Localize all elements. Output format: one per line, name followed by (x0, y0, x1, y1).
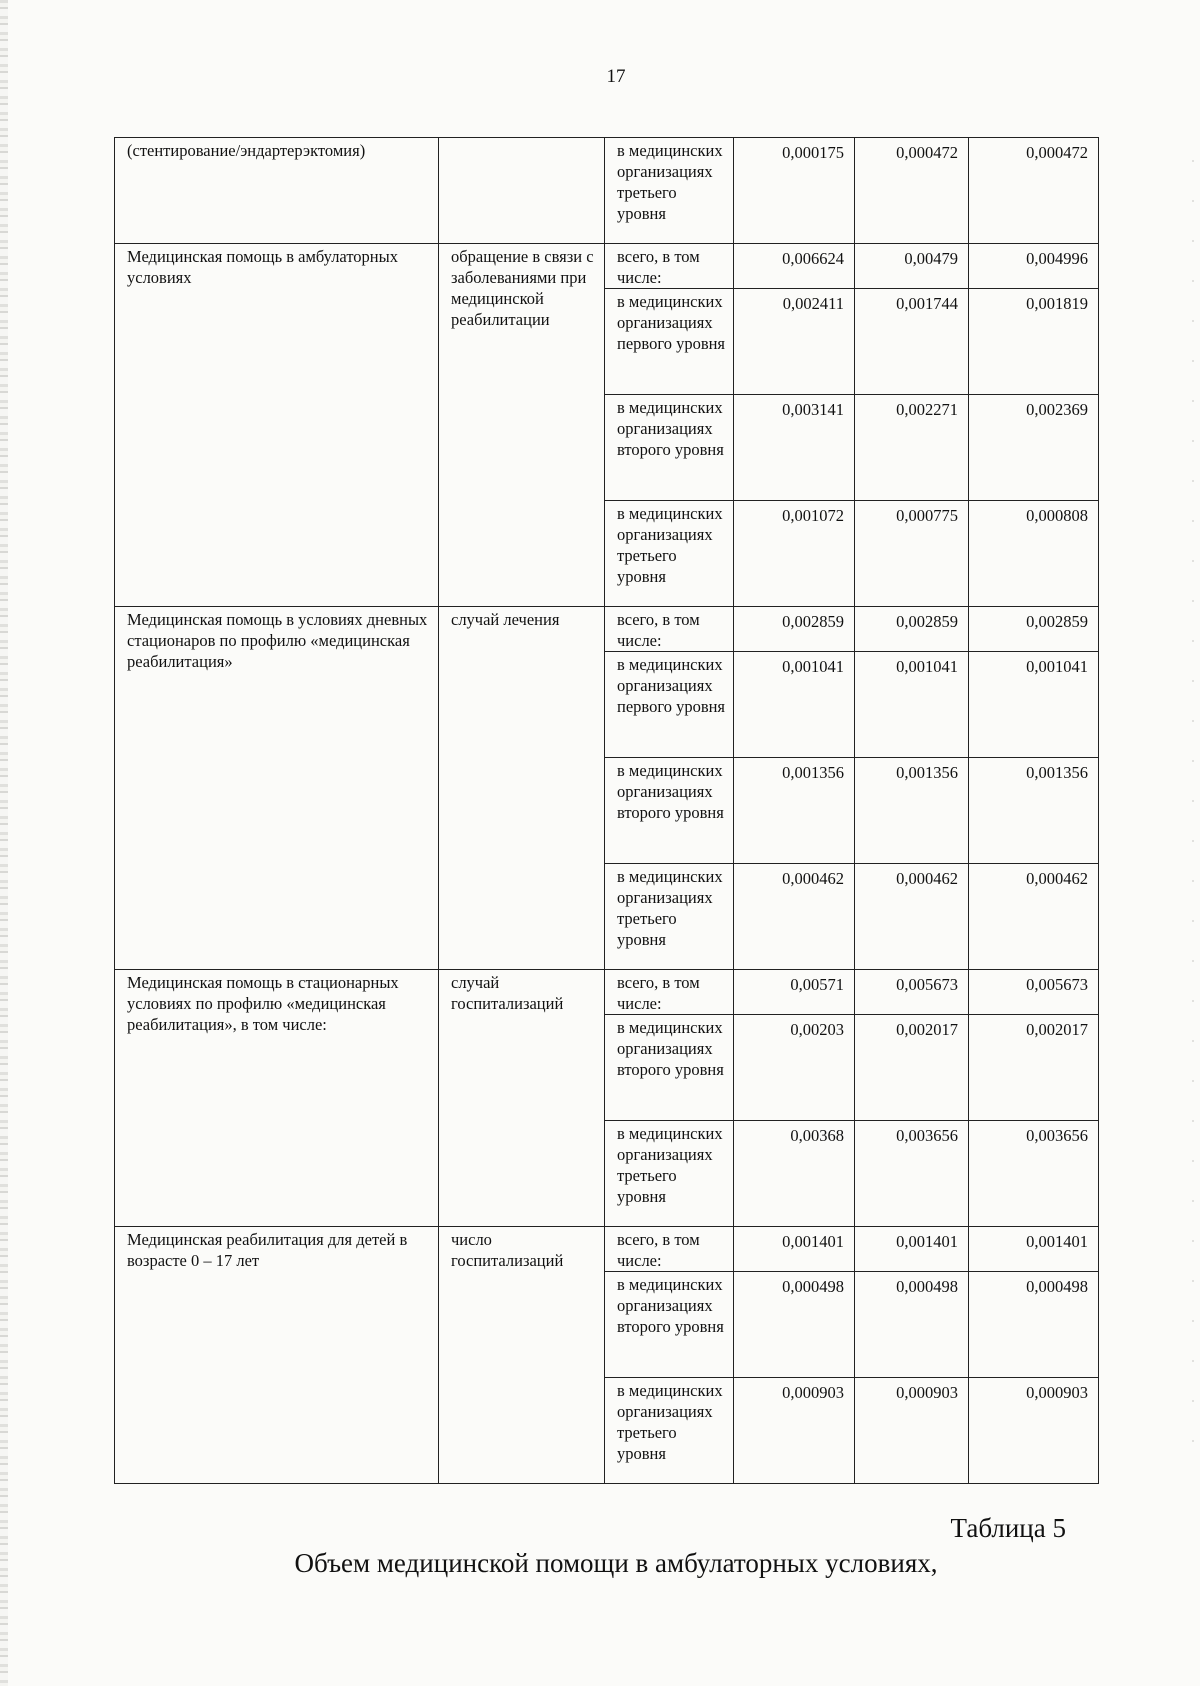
level-cell: в медицинских организациях второго уровня (605, 1015, 734, 1121)
value-cell-2: 0,00479 (855, 244, 969, 289)
value-cell-3: 0,000472 (969, 138, 1099, 244)
value-cell-1: 0,000903 (734, 1378, 855, 1484)
table-row (115, 138, 1099, 244)
value-cell-3: 0,001401 (969, 1227, 1099, 1272)
value-cell-1: 0,000462 (734, 864, 855, 970)
level-cell: в медицинских организациях второго уровня (605, 1272, 734, 1378)
value-cell-3: 0,001356 (969, 758, 1099, 864)
page-number: 17 (606, 66, 626, 87)
value-cell-1: 0,001356 (734, 758, 855, 864)
level-cell: в медицинских организациях второго уровня (605, 395, 734, 501)
value-cell-2: 0,001356 (855, 758, 969, 864)
value-cell-2: 0,000498 (855, 1272, 969, 1378)
level-cell: в медицинских организациях третьего уровня (605, 1121, 734, 1227)
value-cell-2: 0,000462 (855, 864, 969, 970)
level-cell: всего, в том числе: (605, 607, 734, 652)
care-type-cell: Медицинская помощь в амбулаторных условиях (115, 244, 439, 607)
next-table-title: Объем медицинской помощи в амбулаторных условиях, (294, 1548, 938, 1578)
value-cell-1: 0,00368 (734, 1121, 855, 1227)
value-cell-2: 0,001744 (855, 289, 969, 395)
volume-table (114, 137, 1099, 1484)
value-cell-1: 0,000175 (734, 138, 855, 244)
level-cell: всего, в том числе: (605, 1227, 734, 1272)
care-type-cell: Медицинская реабилитация для детей в возрасте 0 – 17 лет (115, 1227, 439, 1484)
value-cell-1: 0,00571 (734, 970, 855, 1015)
level-cell: в медицинских организациях третьего уровня (605, 138, 734, 244)
value-cell-2: 0,000775 (855, 501, 969, 607)
value-cell-3: 0,001041 (969, 652, 1099, 758)
unit-cell (439, 138, 605, 244)
value-cell-1: 0,006624 (734, 244, 855, 289)
value-cell-2: 0,002271 (855, 395, 969, 501)
value-cell-3: 0,000808 (969, 501, 1099, 607)
value-cell-1: 0,001072 (734, 501, 855, 607)
value-cell-2: 0,001401 (855, 1227, 969, 1272)
value-cell-3: 0,003656 (969, 1121, 1099, 1227)
value-cell-3: 0,002017 (969, 1015, 1099, 1121)
value-cell-1: 0,001401 (734, 1227, 855, 1272)
level-cell: в медицинских организациях третьего уровня (605, 1378, 734, 1484)
value-cell-2: 0,005673 (855, 970, 969, 1015)
care-type-cell: (стентирование/эндартерэктомия) (115, 138, 439, 244)
level-cell: в медицинских организациях второго уровня (605, 758, 734, 864)
value-cell-2: 0,001041 (855, 652, 969, 758)
level-cell: в медицинских организациях третьего уровня (605, 864, 734, 970)
unit-cell: случай лечения (439, 607, 605, 970)
scan-edge-right (1192, 160, 1194, 1460)
value-cell-3: 0,000903 (969, 1378, 1099, 1484)
unit-cell: обращение в связи с заболеваниями при медицинской реабилитации (439, 244, 605, 607)
level-cell: в медицинских организациях первого уровня (605, 289, 734, 395)
value-cell-3: 0,004996 (969, 244, 1099, 289)
unit-cell: число госпитализаций (439, 1227, 605, 1484)
value-cell-1: 0,00203 (734, 1015, 855, 1121)
value-cell-1: 0,002859 (734, 607, 855, 652)
value-cell-3: 0,000462 (969, 864, 1099, 970)
care-type-cell: Медицинская помощь в стационарных условиях по профилю «медицинская реабилитация», в том числе: (115, 970, 439, 1227)
level-cell: в медицинских организациях третьего уровня (605, 501, 734, 607)
scan-edge-left (0, 0, 8, 1686)
value-cell-3: 0,000498 (969, 1272, 1099, 1378)
value-cell-1: 0,003141 (734, 395, 855, 501)
value-cell-2: 0,002859 (855, 607, 969, 652)
level-cell: всего, в том числе: (605, 970, 734, 1015)
table-row (115, 1227, 1099, 1272)
level-cell: всего, в том числе: (605, 244, 734, 289)
value-cell-3: 0,002859 (969, 607, 1099, 652)
table-row (115, 244, 1099, 289)
value-cell-3: 0,005673 (969, 970, 1099, 1015)
table-row (115, 607, 1099, 652)
value-cell-1: 0,002411 (734, 289, 855, 395)
value-cell-3: 0,002369 (969, 395, 1099, 501)
value-cell-2: 0,002017 (855, 1015, 969, 1121)
value-cell-1: 0,000498 (734, 1272, 855, 1378)
level-cell: в медицинских организациях первого уровня (605, 652, 734, 758)
table-row (115, 970, 1099, 1015)
table-number: Таблица 5 (950, 1513, 1066, 1543)
value-cell-1: 0,001041 (734, 652, 855, 758)
value-cell-3: 0,001819 (969, 289, 1099, 395)
value-cell-2: 0,000472 (855, 138, 969, 244)
care-type-cell: Медицинская помощь в условиях дневных стационаров по профилю «медицинская реабилитация» (115, 607, 439, 970)
unit-cell: случай госпитализаций (439, 970, 605, 1227)
value-cell-2: 0,000903 (855, 1378, 969, 1484)
value-cell-2: 0,003656 (855, 1121, 969, 1227)
